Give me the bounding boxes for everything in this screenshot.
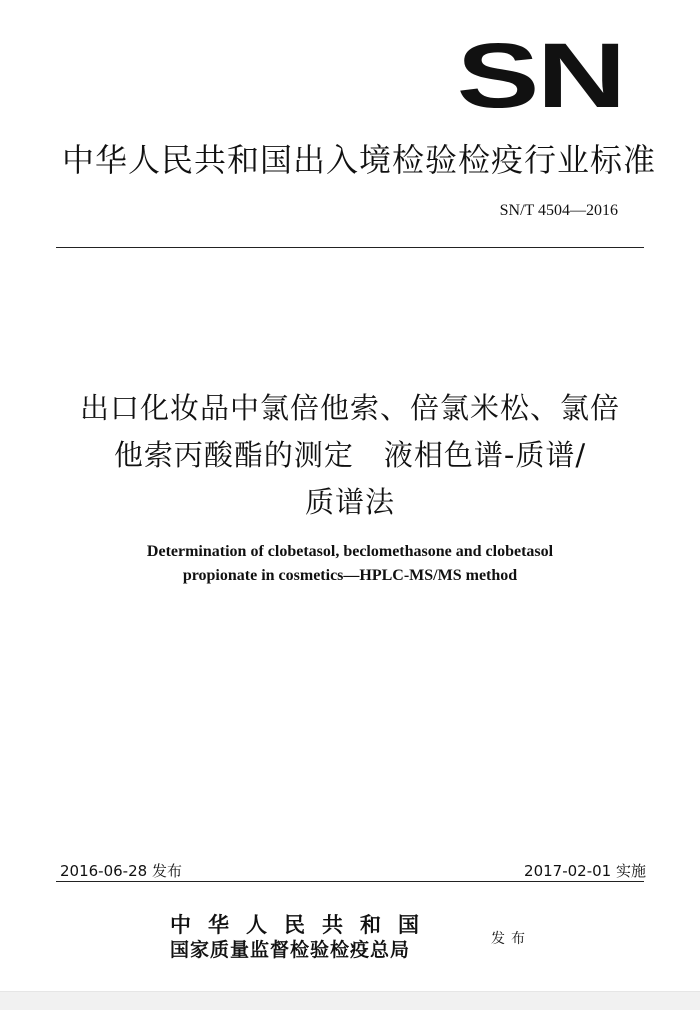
page-footer-bar: [0, 991, 700, 1010]
english-title-line-1: Determination of clobetasol, beclomethasone and clobetasol: [146, 543, 554, 560]
chinese-title-line-3: 质谱法: [304, 485, 395, 519]
publisher-line-1: 中华人民共和国: [170, 912, 436, 937]
publish-label: 发布: [491, 931, 531, 947]
publisher-line-2: 国家质量监督检验检疫总局: [170, 939, 411, 961]
chinese-title: [0, 385, 700, 526]
issue-date: 2016-06-28 发布: [60, 862, 182, 880]
publisher-name: [170, 912, 436, 962]
sn-logo: SN: [456, 25, 624, 127]
top-divider: [56, 247, 644, 248]
standard-category: 中华人民共和国出入境检验检疫行业标准: [62, 141, 657, 179]
implementation-date: 2017-02-01 实施: [524, 862, 646, 880]
standard-number: SN/T 4504—2016: [499, 202, 618, 219]
english-title: [0, 540, 700, 588]
chinese-title-line-1: 出口化妆品中氯倍他索、倍氯米松、氯倍: [79, 391, 620, 425]
english-title-line-2: propionate in cosmetics—HPLC-MS/MS method: [182, 567, 518, 584]
bottom-divider: [56, 881, 644, 882]
chinese-title-line-2: 他索丙酸酯的测定 液相色谱-质谱/: [113, 438, 587, 472]
